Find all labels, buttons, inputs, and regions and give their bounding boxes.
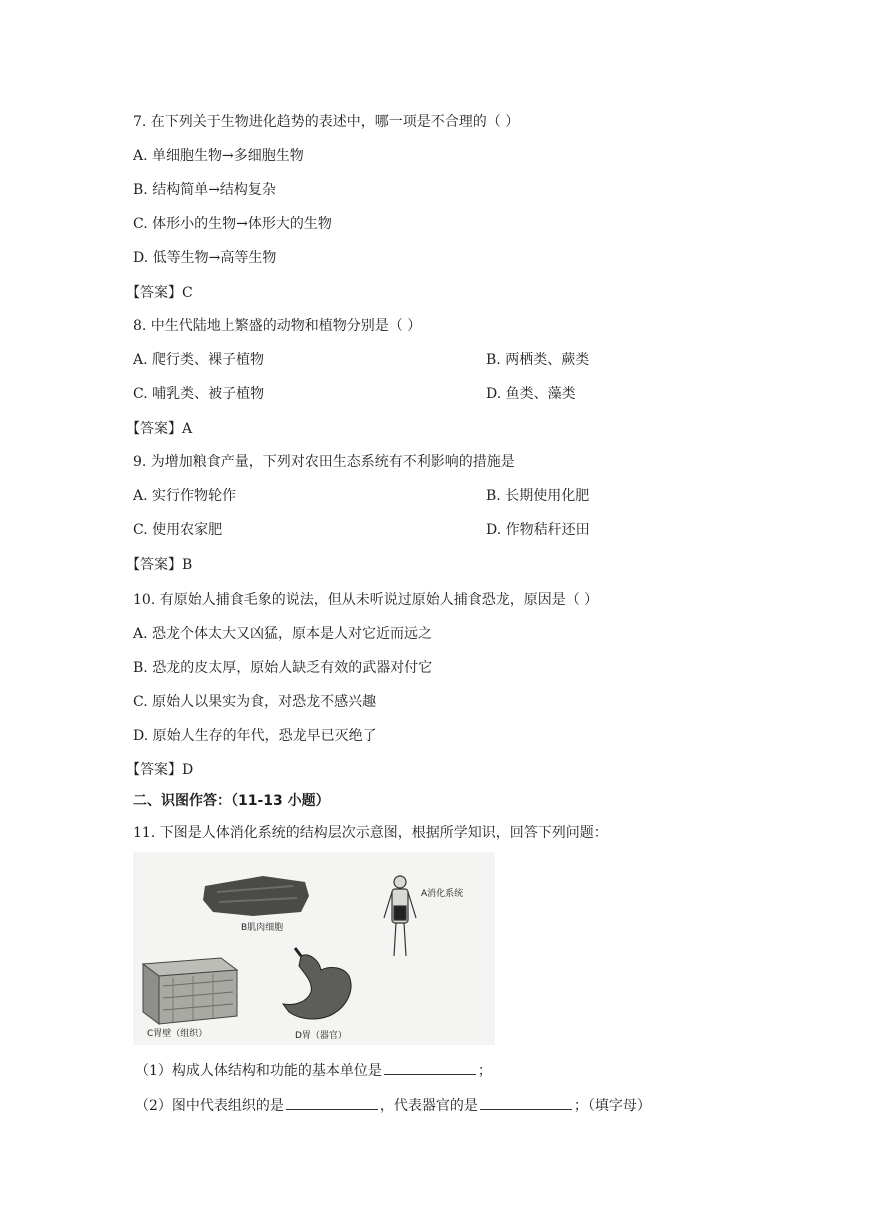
q9-option-c: C. 使用农家肥 <box>133 522 223 538</box>
label-d: D胃（器官） <box>295 1031 347 1041</box>
answer-blank-3[interactable] <box>480 1095 572 1110</box>
q10-option-a: A. 恐龙个体太大又凶猛，原本是人对它近而远之 <box>133 626 433 642</box>
q9-answer: 【答案】B <box>126 557 193 573</box>
q7-option-a: A. 单细胞生物→多细胞生物 <box>133 148 304 164</box>
q9-option-d: D. 作物秸秆还田 <box>486 522 590 538</box>
q9-option-b: B. 长期使用化肥 <box>486 488 590 504</box>
q7-answer: 【答案】C <box>126 285 193 301</box>
q11-sub2 <box>135 1095 651 1116</box>
q8-option-d: D. 鱼类、藻类 <box>486 386 576 402</box>
answer-blank-2[interactable] <box>286 1095 378 1110</box>
q10-stem: 10. 有原始人捕食毛象的说法，但从未听说过原始人捕食恐龙，原因是（ ） <box>133 592 599 608</box>
q8-option-c: C. 哺乳类、被子植物 <box>133 386 265 402</box>
q10-option-b: B. 恐龙的皮太厚，原始人缺乏有效的武器对付它 <box>133 660 433 676</box>
q11-sub1 <box>135 1060 492 1081</box>
q11-sub2-end: ；（填字母） <box>573 1098 651 1114</box>
q8-stem: 8. 中生代陆地上繁盛的动物和植物分别是（ ） <box>133 318 422 334</box>
label-b: B肌肉细胞 <box>241 923 284 933</box>
q7-option-c: C. 体形小的生物→体形大的生物 <box>133 216 332 232</box>
q7-stem: 7. 在下列关于生物进化趋势的表述中，哪一项是不合理的（ ） <box>133 114 520 130</box>
q11-sub2-mid: ，代表器官的是 <box>379 1098 478 1114</box>
q11-stem: 11. 下图是人体消化系统的结构层次示意图，根据所学知识，回答下列问题： <box>133 825 608 841</box>
q10-option-d: D. 原始人生存的年代，恐龙早已灭绝了 <box>133 728 377 744</box>
q10-option-c: C. 原始人以果实为食，对恐龙不感兴趣 <box>133 694 377 710</box>
q10-answer: 【答案】D <box>126 762 194 778</box>
q7-option-b: B. 结构简单→结构复杂 <box>133 182 276 198</box>
q11-sub1-end: ； <box>477 1063 492 1079</box>
stomach-wall-tissue-image <box>143 958 237 1024</box>
q11-sub2-text: （2）图中代表组织的是 <box>135 1098 284 1114</box>
q8-option-b: B. 两栖类、蕨类 <box>486 352 590 368</box>
section-heading: 二、识图作答：（11-13 小题） <box>133 793 330 809</box>
label-a: A消化系统 <box>421 889 464 899</box>
q8-option-a: A. 爬行类、裸子植物 <box>133 352 265 368</box>
q7-option-d: D. 低等生物→高等生物 <box>133 250 277 266</box>
answer-blank-1[interactable] <box>384 1060 476 1075</box>
label-c: C胃壁（组织） <box>147 1029 208 1039</box>
q9-option-a: A. 实行作物轮作 <box>133 488 237 504</box>
q11-sub1-text: （1）构成人体结构和功能的基本单位是 <box>135 1063 382 1079</box>
digestive-system-figure <box>133 852 495 1045</box>
q8-answer: 【答案】A <box>126 421 193 437</box>
q9-stem: 9. 为增加粮食产量，下列对农田生态系统有不利影响的措施是 <box>133 454 515 470</box>
